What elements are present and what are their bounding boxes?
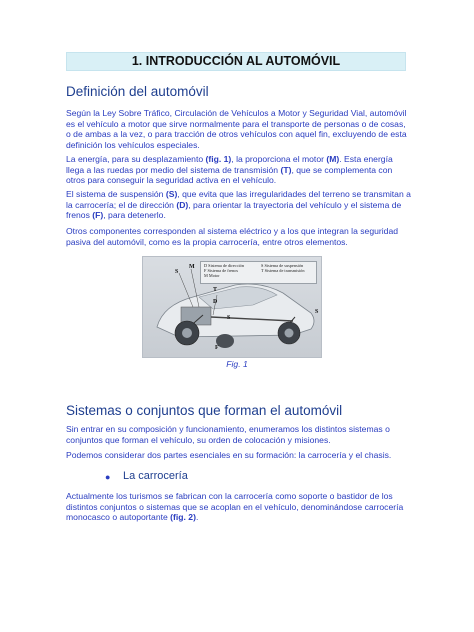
text: , para orientar la trayectoria del vehículo y el sistema de frenos bbox=[66, 199, 402, 221]
legend-item: T Sistema de transmisión bbox=[261, 268, 305, 273]
code-s: (S) bbox=[165, 189, 178, 199]
legend-item: D Sistema de dirección bbox=[204, 263, 244, 268]
marker-d: D bbox=[213, 299, 218, 305]
code-t: (T) bbox=[280, 164, 292, 175]
legend-item: M Motor bbox=[204, 273, 220, 278]
text: , la proporciona el motor bbox=[231, 154, 327, 164]
rear-hub bbox=[285, 329, 294, 338]
code-d: (D) bbox=[176, 199, 189, 210]
paragraph-energia bbox=[66, 154, 411, 186]
marker-s: S bbox=[227, 315, 231, 321]
marker-t: T bbox=[213, 287, 218, 293]
marker-f: F bbox=[215, 345, 219, 351]
marker-m: M bbox=[189, 264, 195, 270]
code-f: (F) bbox=[92, 210, 104, 221]
figure-legend bbox=[200, 261, 317, 284]
legend-item: S Sistema de suspensión bbox=[261, 263, 304, 268]
fig-ref: (fig. 2) bbox=[170, 512, 196, 523]
legend-col-right bbox=[261, 263, 304, 273]
paragraph-dos-partes: Podemos considerar dos partes esenciales en su formación: la carrocería y el chasis. bbox=[66, 450, 392, 460]
section-heading-definicion: Definición del automóvil bbox=[66, 84, 209, 99]
text: . Esta energía llega a las ruedas por medio del sistema de transmisión bbox=[66, 154, 393, 175]
text: Actualmente los turismos se fabrican con la carrocería como soporte o bastidor de los distintos conjuntos o sistemas que se acoplan en el vehículo, denominándose carrocería monocasco o autoportante bbox=[66, 491, 404, 523]
text: El sistema de suspensión bbox=[66, 189, 166, 199]
bullet-dot-icon: ● bbox=[105, 472, 111, 482]
bullet-label: La carrocería bbox=[123, 470, 188, 482]
paragraph-ley: Según la Ley Sobre Tráfico, Circulación de Vehículos a Motor y Seguridad Vial, automóvil es el vehículo a motor que sirve normalmente para el transporte de personas o de cosas, o de ambas a la vez, o para tracción de otros vehículos con aquel fin, excluyendo de esta definición los vehículos especiales. bbox=[66, 108, 407, 150]
text: La energía, para su desplazamiento bbox=[66, 154, 206, 164]
legend-item: F Sistema de frenos bbox=[204, 268, 239, 273]
section-heading-sistemas: Sistemas o conjuntos que forman el automóvil bbox=[66, 403, 343, 418]
legend-col-left bbox=[204, 263, 244, 278]
page-title: 1. INTRODUCCIÓN AL AUTOMÓVIL bbox=[66, 52, 406, 71]
text: . bbox=[195, 512, 199, 523]
fig-ref: (fig. 1) bbox=[205, 154, 232, 164]
figure-caption: Fig. 1 bbox=[226, 359, 248, 369]
paragraph-suspension bbox=[66, 189, 411, 221]
car-systems-figure bbox=[142, 256, 322, 358]
text: , que evita que las irregularidades del terreno se transmitan a la carrocería; el de dirección bbox=[66, 189, 411, 210]
marker-s: S bbox=[175, 269, 179, 275]
text: , que se complementa con otros para conseguir la seguridad activa en el vehículo. bbox=[66, 164, 393, 186]
paragraph-otros: Otros componentes corresponden al sistema eléctrico y a los que integran la seguridad pasiva del automóvil, como es la propia carrocería, entre otros elementos. bbox=[66, 226, 398, 247]
paragraph-sin-entrar: Sin entrar en su composición y funcionamiento, enumeramos los distintos sistemas o conjuntos que forman el vehículo, su orden de colocación y misiones. bbox=[66, 424, 390, 445]
paragraph-carroceria bbox=[66, 491, 411, 523]
front-hub bbox=[182, 328, 192, 338]
text: , para detenerlo. bbox=[103, 210, 166, 221]
code-m: (M) bbox=[326, 154, 340, 164]
marker-s: S bbox=[315, 309, 319, 315]
